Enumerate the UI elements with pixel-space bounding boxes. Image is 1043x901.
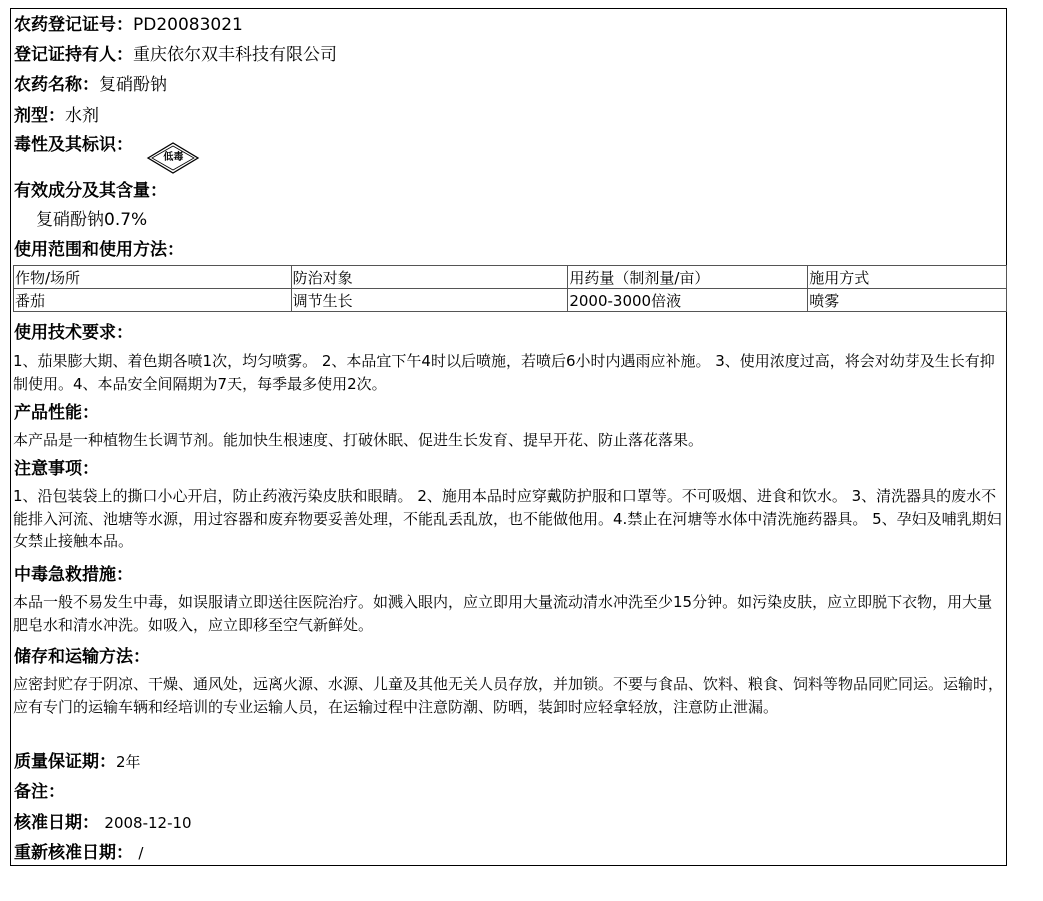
holder-label: 登记证持有人： [14,45,133,65]
storage-text: 应密封贮存于阴凉、干燥、通风处，远离火源、水源、儿童及其他无关人员存放，并加锁。不要与食品、饮料、粮食、饲料等物品同贮同运。运输时，应有专门的运输车辆和经培训的专业运输人员，在运输过程中注意防潮、防晒，装卸时应轻拿轻放，注意防止泄漏。 [13,675,1004,716]
approval-date-label: 核准日期： [14,813,99,833]
shelflife-row [14,752,141,772]
firstaid-heading-row [14,565,133,585]
firstaid-text: 本品一般不易发生中毒，如误服请立即送往医院治疗。如溅入眼内，应立即用大量流动清水冲洗至少15分钟。如污染皮肤，应立即脱下衣物，用大量肥皂水和清水冲洗。如吸入，应立即移至空气新鲜处。 [13,593,993,634]
formulation-label: 剂型： [14,106,65,126]
usage-cell-crop: 番茄 [14,289,292,312]
toxicity-row [14,135,200,169]
caution-label: 注意事项： [14,459,99,479]
performance-heading-row [14,403,99,423]
caution-heading-row [14,459,99,479]
storage-heading-row [14,647,150,667]
formulation-row [14,106,99,126]
shelflife-value: 2年 [116,753,141,771]
registration-label: 农药登记证号： [14,15,133,35]
performance-label: 产品性能： [14,403,99,423]
usage-cell-method: 喷雾 [808,289,1007,312]
registration-value: PD20083021 [133,15,243,35]
usage-row [14,240,184,260]
firstaid-label: 中毒急救措施： [14,565,133,585]
usage-table-header [14,266,1007,289]
usage-cell-dosage: 2000-3000倍液 [568,289,808,312]
approval-date-row [14,813,192,833]
holder-row [14,45,337,65]
shelflife-label: 质量保证期： [14,752,116,772]
usage-header-cell: 防治对象 [291,266,568,289]
table-row [14,289,1007,312]
usage-table [13,265,1007,312]
ingredient-row [14,181,167,201]
tech-label: 使用技术要求： [14,323,133,343]
ingredient-value: 复硝酚钠0.7% [36,210,148,230]
formulation-value: 水剂 [65,106,99,126]
ingredient-label: 有效成分及其含量： [14,181,167,201]
caution-text: 1、沿包装袋上的撕口小心开启，防止药液污染皮肤和眼睛。 2、施用本品时应穿戴防护服和口罩等。不可吸烟、进食和饮水。 3、清洗器具的废水不能排入河流、池塘等水源，用过容器和废弃物要妥善处理，不能乱丢乱放，也不能做他用。4.禁止在河塘等水体中清洗施药器具。 5、孕妇及哺乳期妇女禁止接触本品。 [13,487,1002,550]
remarks-row [14,782,65,802]
toxicity-label: 毒性及其标识： [14,135,133,155]
usage-header-cell: 作物/场所 [14,266,292,289]
registration-row [14,15,243,35]
remarks-label: 备注： [14,782,65,802]
ingredient-value-row [36,210,147,230]
usage-label: 使用范围和使用方法： [14,240,184,260]
label-document [10,8,1007,866]
reapproval-date-value: / [138,844,144,862]
reapproval-date-row [14,843,143,863]
name-row [14,75,167,95]
name-value: 复硝酚钠 [99,75,167,95]
usage-header-cell: 施用方式 [808,266,1007,289]
tech-heading-row [14,323,133,343]
name-label: 农药名称： [14,75,99,95]
storage-label: 储存和运输方法： [14,647,150,667]
approval-date-value: 2008-12-10 [104,814,192,832]
reapproval-date-label: 重新核准日期： [14,843,133,863]
usage-header-cell: 用药量（制剂量/亩） [568,266,808,289]
low-toxicity-badge [146,141,200,175]
tech-text: 1、茄果膨大期、着色期各喷1次，均匀喷雾。 2、本品宜下午4时以后喷施，若喷后6小时内遇雨应补施。 3、使用浓度过高，将会对幼芽及生长有抑制使用。4、本品安全间隔期为7天，每季最多使用2次。 [13,352,995,393]
low-toxicity-badge-text: 低毒 [163,152,184,163]
holder-value: 重庆依尔双丰科技有限公司 [133,45,337,65]
performance-text: 本产品是一种植物生长调节剂。能加快生根速度、打破休眠、促进生长发育、提早开花、防止落花落果。 [13,431,704,449]
usage-cell-target: 调节生长 [291,289,568,312]
